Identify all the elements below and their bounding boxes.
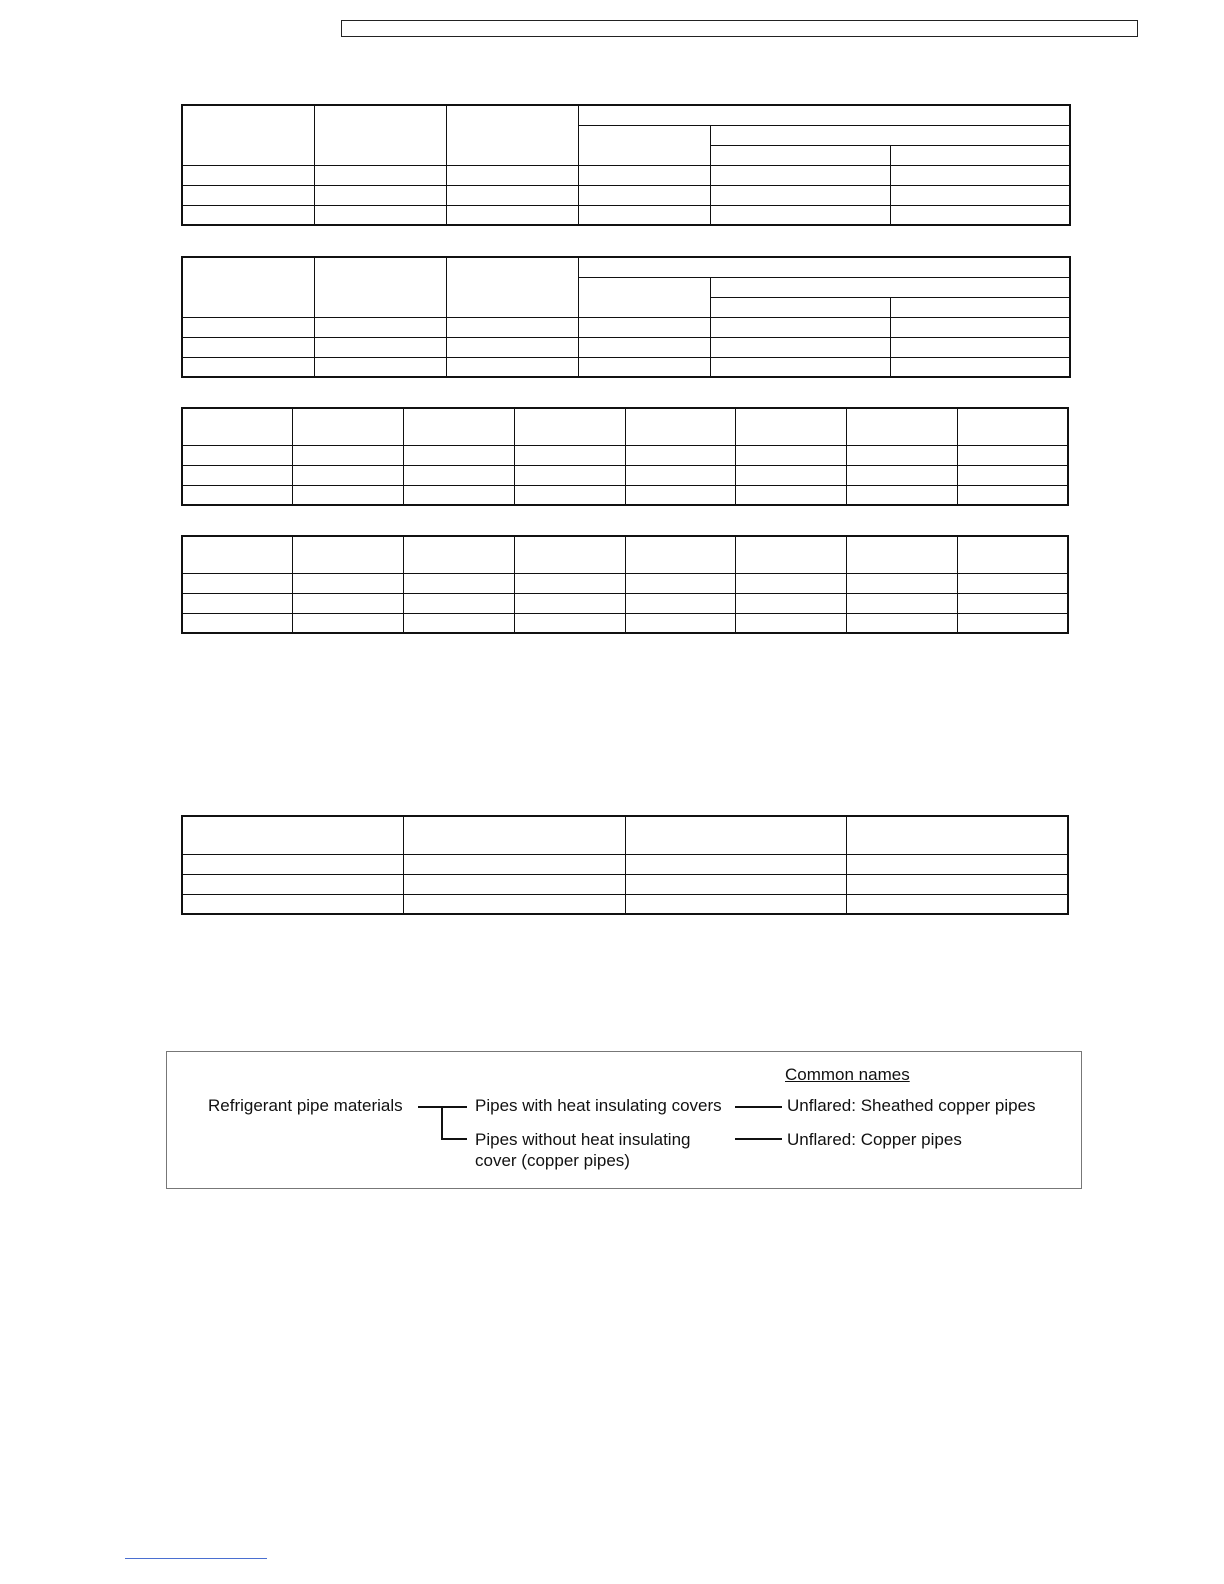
- footer-link-rule: [125, 1558, 267, 1559]
- name-2-connector: [735, 1138, 782, 1140]
- common-name-1: Unflared: Sheathed copper pipes: [787, 1096, 1036, 1115]
- common-name-2: Unflared: Copper pipes: [787, 1130, 962, 1149]
- branch-2-label-line1: Pipes without heat insulating: [475, 1130, 691, 1149]
- pipe-spec-table-5: [181, 815, 1069, 915]
- pipe-spec-table-4: [181, 535, 1069, 634]
- pipe-spec-table-1: [181, 104, 1071, 226]
- pipe-spec-table-3: [181, 407, 1069, 506]
- header-bar: [341, 20, 1138, 37]
- branch-1-label: Pipes with heat insulating covers: [475, 1096, 722, 1115]
- root-label: Refrigerant pipe materials: [208, 1096, 403, 1115]
- branch-2-connector: [441, 1138, 467, 1140]
- pipe-materials-diagram: [166, 1051, 1082, 1189]
- common-names-heading: Common names: [785, 1065, 910, 1084]
- name-1-connector: [735, 1106, 782, 1108]
- branch-2-label-line2: cover (copper pipes): [475, 1151, 630, 1170]
- branch-vertical-connector: [441, 1106, 443, 1139]
- pipe-spec-table-2: [181, 256, 1071, 378]
